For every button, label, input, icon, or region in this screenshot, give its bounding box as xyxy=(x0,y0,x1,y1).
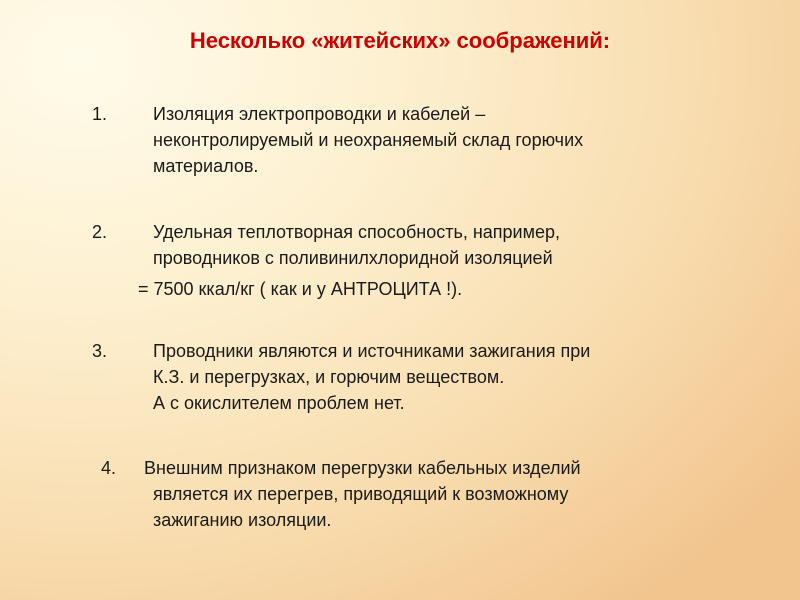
list-item-text xyxy=(153,338,713,416)
list-item-number: 1. xyxy=(92,104,108,124)
list-item-text xyxy=(153,219,713,271)
list-item-number: 3. xyxy=(92,341,108,361)
text-line: зажиганию изоляции. xyxy=(153,510,332,530)
list-item-text xyxy=(144,455,704,533)
list-item-text xyxy=(153,101,713,179)
list-item-number: 2. xyxy=(92,222,108,242)
text-line: Изоляция электропроводки и кабелей – xyxy=(153,104,486,124)
text-line: К.З. и перегрузках, и горючим веществом. xyxy=(153,367,505,387)
slide-title: Несколько «житейских» соображений: xyxy=(189,28,611,53)
text-line: материалов. xyxy=(153,156,259,176)
text-line: Внешним признаком перегрузки кабельных изделий xyxy=(144,458,581,478)
list-item-number: 4. xyxy=(101,458,117,478)
text-line: неконтролируемый и неохраняемый склад горючих xyxy=(153,130,584,150)
text-line: является их перегрев, приводящий к возможному xyxy=(153,484,569,504)
text-line: Удельная теплотворная способность, например, xyxy=(153,222,560,242)
list-item-2-formula: = 7500 ккал/кг ( как и у АНТРОЦИТА !). xyxy=(138,279,463,299)
text-line: проводников с поливинилхлоридной изоляцией xyxy=(153,248,553,268)
text-line: А с окислителем проблем нет. xyxy=(153,393,405,413)
text-line: Проводники являются и источниками зажигания при xyxy=(153,341,591,361)
